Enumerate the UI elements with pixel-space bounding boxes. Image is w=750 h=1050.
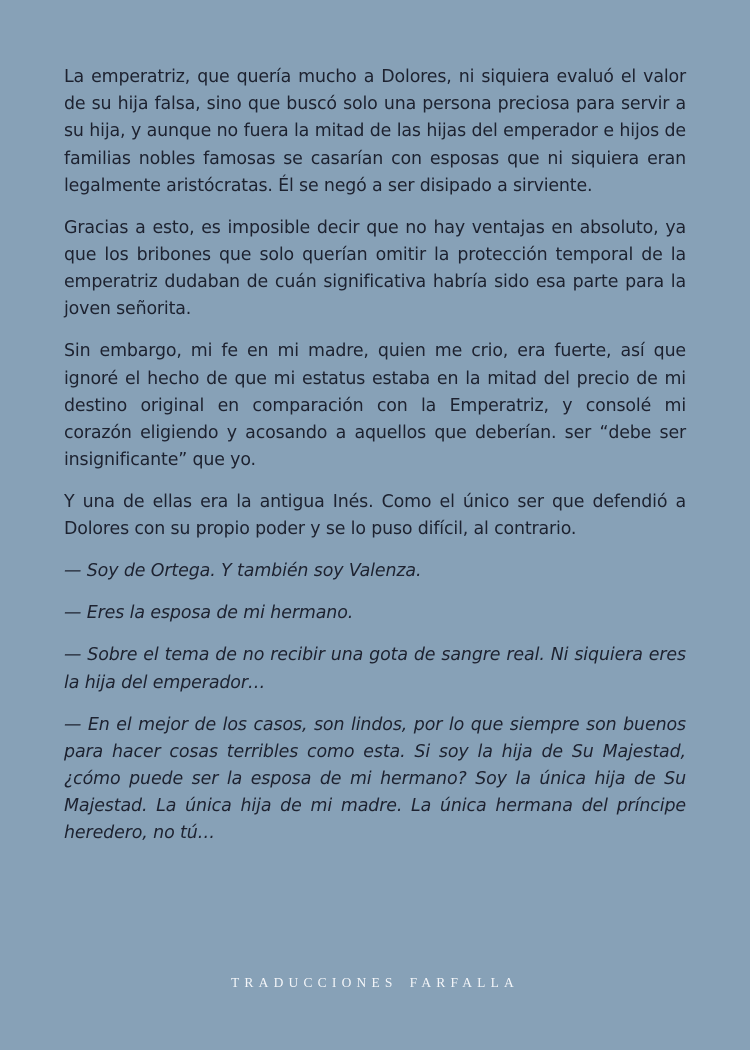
footer-word-traducciones: TRADUCCIONES [230,975,398,990]
paragraph-narration-1: La emperatriz, que quería mucho a Dolores, ni siquiera evaluó el valor de su hija falsa, sino que buscó solo una persona preciosa para servir a su hija, y aunque no fuera la mitad de las hijas del emperador e hijos de familias nobles famosas se casarían con esposas que ni siquiera eran legalmente aristócratas. Él se negó a ser disipado a sirviente. [64,67,686,196]
footer-word-farfalla: FARFALLA [409,975,519,990]
translator-credit-footer [0,975,750,991]
dialogue-line-2: — Eres la esposa de mi hermano. [64,603,354,624]
page-body [64,64,686,862]
dialogue-line-3: — Sobre el tema de no recibir una gota de sangre real. Ni siquiera eres la hija del emperador… [64,645,686,693]
dialogue-line-1: — Soy de Ortega. Y también soy Valenza. [64,561,422,582]
paragraph-narration-3: Sin embargo, mi fe en mi madre, quien me crio, era fuerte, así que ignoré el hecho de que mi estatus estaba en la mitad del precio de mi destino original en comparación con la Emperatriz, y consolé mi corazón eligiendo y acosando a aquellos que deberían. ser “debe ser insignificante” que yo. [64,341,686,471]
paragraph-narration-2: Gracias a esto, es imposible decir que no hay ventajas en absoluto, ya que los bribones que solo querían omitir la protección temporal de la emperatriz dudaban de cuán significativa habría sido esa parte para la joven señorita. [64,217,686,320]
dialogue-line-4: — En el mejor de los casos, son lindos, por lo que siempre son buenos para hacer cosas terribles como esta. Si soy la hija de Su Majestad, ¿cómo puede ser la esposa de mi hermano? Soy la única hija de Su Majestad. La única hija de mi madre. La única hermana del príncipe heredero, no tú… [64,714,686,844]
paragraph-narration-4: Y una de ellas era la antigua Inés. Como el único ser que defendió a Dolores con su propio poder y se lo puso difícil, al contrario. [64,492,686,540]
